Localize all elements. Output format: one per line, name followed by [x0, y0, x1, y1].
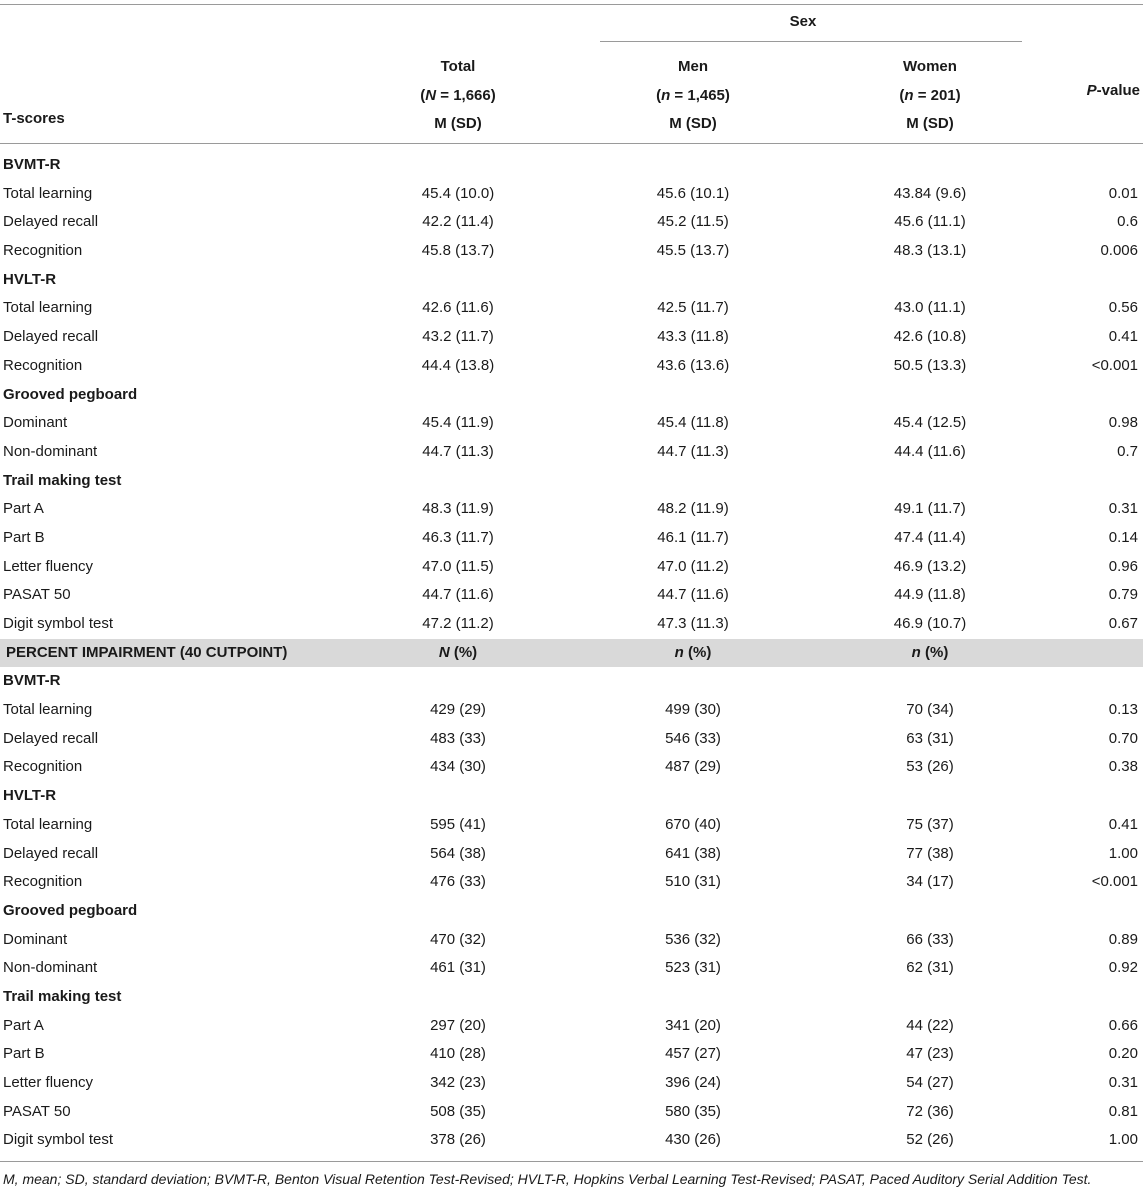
table-row — [0, 180, 1143, 209]
total-cell: 378 (26) — [430, 1131, 486, 1149]
total-cell: 342 (23) — [430, 1074, 486, 1091]
total-cell: 48.3 (11.9) — [422, 500, 494, 518]
p-value-cell: 0.38 — [1108, 758, 1138, 776]
p-value-cell: 0.41 — [1108, 815, 1138, 833]
p-value-cell: 0.70 — [1108, 729, 1138, 747]
row-label: Total learning — [3, 299, 93, 317]
men-cell: 46.1 (11.7) — [657, 528, 729, 546]
men-cell: 47.0 (11.2) — [657, 557, 729, 575]
row-label: Total learning — [3, 701, 93, 719]
women-cell: 62 (31) — [906, 959, 954, 977]
row-label: Recognition — [3, 242, 83, 260]
table-footnote: M, mean; SD, standard deviation; BVMT-R, Benton Visual Retention Test-Revised; HVLT-R, Hopkins Verbal Learning Test-Revised; PASAT, Paced Auditory Serial Addition Test. — [3, 1171, 1092, 1187]
p-value-cell: 0.13 — [1108, 701, 1138, 719]
men-cell: 45.4 (11.8) — [657, 414, 729, 432]
total-cell: 45.4 (11.9) — [422, 414, 494, 432]
women-cell: 43.84 (9.6) — [893, 184, 967, 202]
women-cell: 48.3 (13.1) — [893, 242, 967, 260]
sex-span-rule — [600, 41, 1022, 42]
table-bottom-rule — [0, 1161, 1143, 1162]
total-cell: 46.3 (11.7) — [422, 528, 494, 546]
table-row — [0, 1012, 1143, 1041]
p-value-cell: 0.66 — [1108, 1016, 1138, 1034]
men-cell: 43.6 (13.6) — [656, 356, 730, 374]
total-cell: 564 (38) — [430, 844, 486, 862]
p-value-cell: 0.92 — [1108, 959, 1138, 977]
total-cell: 45.4 (10.0) — [421, 184, 495, 202]
row-label: Total learning — [3, 184, 93, 202]
table-row — [0, 1069, 1143, 1098]
table-row — [0, 1040, 1143, 1069]
men-cell: 48.2 (11.9) — [657, 500, 729, 518]
total-cell: 483 (33) — [430, 729, 486, 747]
women-column-n: (n = 201) — [899, 86, 961, 104]
table-row — [0, 409, 1143, 438]
section-header-row — [0, 667, 1143, 696]
men-band-header — [675, 639, 712, 668]
women-cell: 34 (17) — [906, 873, 954, 891]
row-label: Non-dominant — [3, 959, 98, 977]
row-label: Delayed recall — [3, 328, 99, 346]
women-column-stat: M (SD) — [906, 115, 954, 132]
row-label: Part A — [3, 500, 44, 518]
row-label: Digit symbol test — [3, 615, 114, 632]
p-value-cell: 0.81 — [1108, 1102, 1138, 1120]
women-cell: 63 (31) — [906, 729, 954, 747]
table-row — [0, 438, 1143, 467]
p-value-cell: 0.6 — [1117, 213, 1138, 231]
row-label: Digit symbol test — [3, 1131, 114, 1149]
total-cell: 47.0 (11.5) — [422, 557, 494, 575]
table-row — [0, 811, 1143, 840]
women-column-header — [899, 53, 960, 139]
table-row — [0, 868, 1143, 897]
row-label: Delayed recall — [3, 729, 99, 747]
p-value-cell: 1.00 — [1108, 844, 1138, 862]
section-header-row — [0, 467, 1143, 496]
men-cell: 44.7 (11.6) — [657, 586, 729, 604]
women-cell: 44 (22) — [906, 1016, 954, 1034]
women-cell: 45.6 (11.1) — [894, 213, 966, 231]
total-cell: 42.2 (11.4) — [422, 213, 494, 231]
section-header-row — [0, 897, 1143, 926]
men-cell: 45.2 (11.5) — [657, 213, 729, 231]
total-band-symbol: N — [438, 643, 450, 661]
women-cell: 47.4 (11.4) — [894, 528, 966, 546]
table-row — [0, 294, 1143, 323]
women-column-name: Women — [903, 58, 957, 75]
men-cell: 546 (33) — [665, 729, 721, 747]
men-cell: 536 (32) — [665, 930, 721, 948]
p-value-cell: 0.98 — [1108, 414, 1138, 432]
men-cell: 341 (20) — [665, 1016, 721, 1034]
table-row — [0, 352, 1143, 381]
section-label: Trail making test — [3, 471, 122, 489]
women-cell: 52 (26) — [906, 1131, 954, 1149]
men-cell: 44.7 (11.3) — [657, 442, 729, 460]
section-label: BVMT-R — [3, 672, 61, 690]
men-cell: 45.5 (13.7) — [656, 242, 730, 260]
row-label: PASAT 50 — [3, 586, 71, 604]
sex-group-header: Sex — [789, 13, 817, 30]
total-cell: 42.6 (11.6) — [422, 299, 494, 317]
total-cell: 44.4 (13.8) — [421, 356, 495, 374]
table-row — [0, 237, 1143, 266]
percent-impairment-band — [0, 639, 1143, 668]
total-column-name: Total — [440, 58, 476, 75]
total-cell: 297 (20) — [430, 1016, 486, 1034]
p-value-cell: 0.20 — [1108, 1045, 1138, 1063]
p-value-cell: 0.7 — [1117, 442, 1138, 460]
top-rule — [0, 4, 1143, 5]
men-cell: 430 (26) — [665, 1131, 721, 1149]
men-column-header — [656, 53, 730, 139]
total-cell: 43.2 (11.7) — [422, 328, 494, 346]
header-bottom-rule — [0, 143, 1143, 144]
section-label: HVLT-R — [3, 787, 57, 805]
section-label: BVMT-R — [3, 156, 61, 173]
table-row — [0, 1126, 1143, 1155]
women-cell: 45.4 (12.5) — [893, 414, 967, 432]
row-label: Part A — [3, 1016, 44, 1034]
section-label: Trail making test — [3, 987, 122, 1005]
men-column-n: (n = 1,465) — [656, 86, 730, 104]
women-cell: 46.9 (13.2) — [893, 557, 967, 575]
p-value-header: P-value — [1086, 82, 1140, 99]
total-cell: 410 (28) — [430, 1045, 486, 1063]
section-label: HVLT-R — [3, 270, 57, 288]
section-header-row — [0, 266, 1143, 295]
p-value-cell: 0.41 — [1108, 328, 1138, 346]
women-cell: 70 (34) — [906, 701, 954, 719]
total-cell: 45.8 (13.7) — [421, 242, 495, 260]
men-cell: 45.6 (10.1) — [656, 184, 730, 202]
table-row — [0, 323, 1143, 352]
women-cell: 72 (36) — [906, 1102, 954, 1120]
men-cell: 42.5 (11.7) — [657, 299, 729, 317]
section-header-row — [0, 151, 1143, 180]
row-label: Delayed recall — [3, 844, 99, 862]
total-band-suffix: (%) — [449, 643, 478, 661]
total-cell: 429 (29) — [430, 701, 486, 719]
row-label: Letter fluency — [3, 1074, 94, 1091]
total-cell: 470 (32) — [430, 930, 486, 948]
total-cell: 47.2 (11.2) — [422, 615, 494, 632]
band-label: PERCENT IMPAIRMENT (40 CUTPOINT) — [6, 643, 288, 661]
p-value-cell: 0.01 — [1108, 184, 1138, 202]
p-value-cell: 0.14 — [1108, 528, 1138, 546]
women-band-header — [912, 639, 949, 668]
women-cell: 54 (27) — [906, 1074, 954, 1091]
section-header-row — [0, 983, 1143, 1012]
section-label: Grooved pegboard — [3, 901, 138, 919]
total-column-n: (N = 1,666) — [420, 86, 496, 104]
men-column-name: Men — [678, 58, 708, 75]
total-cell: 476 (33) — [430, 873, 486, 891]
women-band-symbol: n — [911, 643, 921, 661]
table-row — [0, 524, 1143, 553]
table-row — [0, 208, 1143, 237]
row-label: Non-dominant — [3, 442, 98, 460]
women-cell: 43.0 (11.1) — [894, 299, 966, 317]
men-cell: 641 (38) — [665, 844, 721, 862]
p-value-cell: 1.00 — [1108, 1131, 1138, 1149]
women-cell: 49.1 (11.7) — [894, 500, 966, 518]
men-cell: 487 (29) — [665, 758, 721, 776]
women-cell: 44.4 (11.6) — [894, 442, 966, 460]
women-band-suffix: (%) — [920, 643, 949, 661]
section-label: Grooved pegboard — [3, 385, 138, 403]
total-cell: 44.7 (11.6) — [422, 586, 494, 604]
p-value-cell: 0.96 — [1108, 557, 1138, 575]
table-row — [0, 840, 1143, 869]
total-cell: 508 (35) — [430, 1102, 486, 1120]
men-cell: 523 (31) — [665, 959, 721, 977]
total-cell: 595 (41) — [430, 815, 486, 833]
women-cell: 47 (23) — [906, 1045, 954, 1063]
men-cell: 510 (31) — [665, 873, 721, 891]
p-value-cell: 0.67 — [1108, 615, 1138, 632]
row-label: Dominant — [3, 414, 68, 432]
total-band-header — [439, 639, 477, 668]
women-cell: 42.6 (10.8) — [893, 328, 967, 346]
total-cell: 461 (31) — [430, 959, 486, 977]
p-value-cell: 0.006 — [1100, 242, 1138, 260]
row-label: Total learning — [3, 815, 93, 833]
women-cell: 77 (38) — [906, 844, 954, 862]
total-cell: 434 (30) — [430, 758, 486, 776]
men-band-symbol: n — [674, 643, 684, 661]
p-value-cell: 0.31 — [1108, 500, 1138, 518]
men-cell: 499 (30) — [665, 701, 721, 719]
row-label: Recognition — [3, 873, 83, 891]
section-header-row — [0, 381, 1143, 410]
men-band-suffix: (%) — [683, 643, 712, 661]
p-value-cell: 0.79 — [1108, 586, 1138, 604]
women-cell: 50.5 (13.3) — [893, 356, 967, 374]
table-row — [0, 581, 1143, 610]
table-row — [0, 1098, 1143, 1127]
men-cell: 580 (35) — [665, 1102, 721, 1120]
table-row — [0, 753, 1143, 782]
men-column-stat: M (SD) — [669, 115, 717, 132]
table-row — [0, 926, 1143, 955]
men-cell: 43.3 (11.8) — [657, 328, 729, 346]
row-label: Recognition — [3, 758, 83, 776]
p-value-cell: 0.31 — [1108, 1074, 1138, 1091]
row-label-header: T-scores — [3, 110, 65, 127]
p-value-cell: <0.001 — [1091, 873, 1138, 891]
women-cell: 53 (26) — [906, 758, 954, 776]
row-label: Part B — [3, 1045, 45, 1063]
row-label: PASAT 50 — [3, 1102, 71, 1120]
total-column-header — [420, 53, 495, 139]
table-row — [0, 495, 1143, 524]
men-cell: 457 (27) — [665, 1045, 721, 1063]
table-body — [0, 151, 1143, 1155]
table-row — [0, 610, 1143, 639]
men-cell: 47.3 (11.3) — [657, 615, 729, 632]
row-label: Delayed recall — [3, 213, 99, 231]
table-row — [0, 553, 1143, 582]
women-cell: 44.9 (11.8) — [894, 586, 966, 604]
men-cell: 670 (40) — [665, 815, 721, 833]
table-row — [0, 954, 1143, 983]
women-cell: 46.9 (10.7) — [893, 615, 967, 632]
women-cell: 75 (37) — [906, 815, 954, 833]
table-row — [0, 696, 1143, 725]
women-cell: 66 (33) — [906, 930, 954, 948]
row-label: Dominant — [3, 930, 68, 948]
row-label: Recognition — [3, 356, 83, 374]
section-header-row — [0, 782, 1143, 811]
total-cell: 44.7 (11.3) — [422, 442, 494, 460]
row-label: Letter fluency — [3, 557, 94, 575]
p-value-cell: 0.56 — [1108, 299, 1138, 317]
men-cell: 396 (24) — [665, 1074, 721, 1091]
total-column-stat: M (SD) — [434, 115, 482, 132]
table-row — [0, 725, 1143, 754]
p-value-cell: <0.001 — [1091, 356, 1138, 374]
p-value-cell: 0.89 — [1108, 930, 1138, 948]
row-label: Part B — [3, 528, 45, 546]
